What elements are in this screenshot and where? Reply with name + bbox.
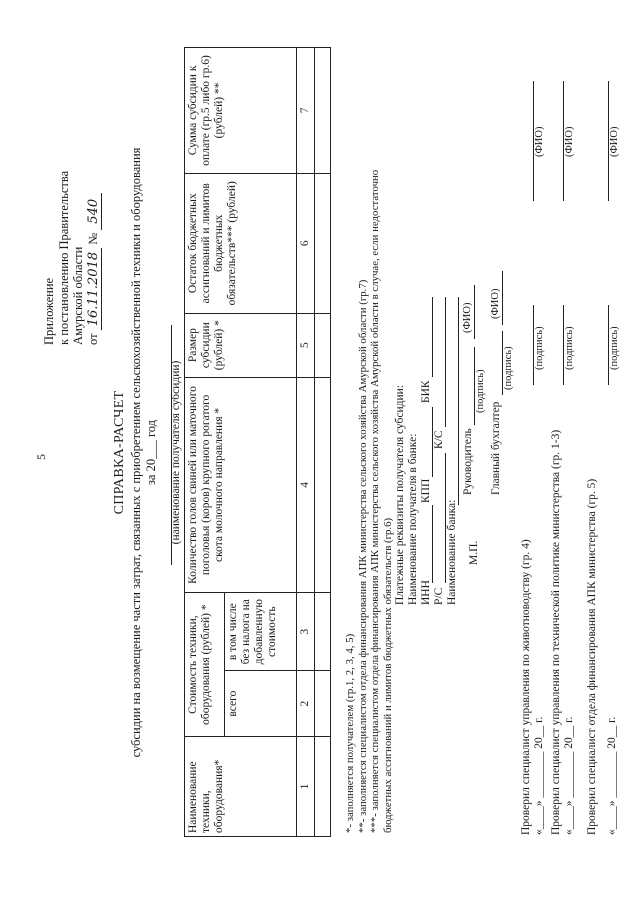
footnotes bbox=[344, 170, 394, 833]
head-fio-line bbox=[474, 285, 475, 339]
head-signature-caption: (подпись) bbox=[475, 369, 486, 413]
empty-cell bbox=[315, 377, 331, 593]
column-number: 4 bbox=[297, 377, 315, 593]
header-cost-without-vat: в том числе без налога на добавленную стоимость bbox=[225, 593, 297, 671]
recipient-caption: (наименование получателя субсидии) bbox=[170, 360, 182, 545]
header-equipment-name: Наименование техники, оборудования* bbox=[185, 737, 297, 837]
inn-label: ИНН bbox=[420, 580, 432, 605]
empty-cell bbox=[315, 48, 331, 174]
check-technical-date: «____» ________ 20__ г. bbox=[563, 716, 575, 835]
accountant-signature-caption: (подпись) bbox=[503, 346, 514, 390]
check-livestock-signature-caption: (подпись) bbox=[534, 326, 545, 370]
document-subtitle: субсидии на возмещение части затрат, связанных с приобретением сельскохозяйственной техники и оборудования bbox=[129, 147, 143, 758]
check-technical-text: Проверил специалист управления по технической политике министерства (гр. 1-3) bbox=[550, 429, 562, 835]
bank-name-label: Наименование банка: bbox=[446, 499, 458, 605]
column-number: 3 bbox=[297, 593, 315, 671]
accountant-fio-caption: (ФИО) bbox=[490, 288, 501, 319]
date-prefix: от bbox=[85, 333, 100, 345]
ks-line bbox=[445, 297, 446, 427]
appendix-line1: Приложение bbox=[42, 277, 56, 345]
kpp-label: КПП bbox=[420, 478, 432, 503]
bank-recipient-name-label: Наименование получателя в банке: bbox=[407, 433, 419, 605]
footnote: *- заполняется получателем (гр.1, 2, 3, 4, 5) bbox=[344, 633, 356, 833]
handwritten-date: 16.11.2018 bbox=[86, 248, 102, 330]
empty-cell bbox=[315, 671, 331, 737]
page-number: 5 bbox=[34, 454, 48, 460]
column-number: 2 bbox=[297, 671, 315, 737]
ks-label: К/С bbox=[433, 430, 445, 449]
handwritten-number: 540 bbox=[86, 193, 102, 230]
accountant-fio-line bbox=[502, 271, 503, 325]
chief-accountant-label: Главный бухгалтер bbox=[490, 401, 502, 495]
check-livestock-fio-caption: (ФИО) bbox=[534, 126, 545, 157]
header-subsidy-size: Размер субсидии (рублей) * bbox=[185, 313, 297, 377]
document-title: СПРАВКА-РАСЧЕТ bbox=[112, 390, 127, 515]
appendix-line2: к постановлению Правительства bbox=[56, 170, 71, 345]
head-label: Руководитель bbox=[462, 428, 474, 495]
header-remaining-budget: Остаток бюджетных ассигнований и лимитов бюджетных обязательств*** (рублей) bbox=[185, 173, 297, 313]
check-finance-date: «____» ________ 20__ г. bbox=[606, 716, 618, 835]
head-fio-caption: (ФИО) bbox=[462, 302, 473, 333]
number-prefix: № bbox=[85, 232, 100, 245]
footnote: бюджетных ассигнований и лимитов бюджетных обязательств (гр.6) bbox=[381, 517, 394, 833]
appendix-block bbox=[42, 171, 101, 345]
bik-label: БИК bbox=[420, 380, 432, 403]
year-line: за 20___ год bbox=[144, 419, 158, 486]
header-cost: Стоимость техники, оборудования (рублей) * bbox=[185, 593, 225, 737]
check-technical-signature-caption: (подпись) bbox=[564, 326, 575, 370]
check-livestock-date: «____» ________ 20__ г. bbox=[533, 716, 545, 835]
column-number: 1 bbox=[297, 737, 315, 837]
bik-line bbox=[432, 297, 433, 377]
check-finance-fio-caption: (ФИО) bbox=[609, 126, 620, 157]
check-technical-fio-caption: (ФИО) bbox=[564, 126, 575, 157]
check-livestock-text: Проверил специалист управления по животноводству (гр. 4) bbox=[520, 539, 532, 835]
column-number: 6 bbox=[297, 173, 315, 313]
footnote: **- заполняется специалистом отдела финансирования АПК министерства сельского хозяйства Амурской области (гр.7) bbox=[356, 279, 369, 833]
check-finance-text: Проверил специалист отдела финансирования АПК министерства (гр. 5) bbox=[586, 478, 598, 835]
bank-details-header: Платежные реквизиты получателя субсидии: bbox=[394, 384, 406, 605]
subsidy-table bbox=[184, 47, 331, 837]
empty-cell bbox=[315, 313, 331, 377]
empty-cell bbox=[315, 593, 331, 671]
column-number: 5 bbox=[297, 313, 315, 377]
bank-name-line bbox=[458, 297, 459, 505]
column-number: 7 bbox=[297, 48, 315, 174]
rs-label: Р/С bbox=[433, 587, 445, 605]
header-livestock-count: Количество голов свиней или маточного поголовья (коров) крупного рогатого скота молочного направления * bbox=[185, 377, 297, 593]
appendix-date-line bbox=[86, 171, 102, 345]
header-payment-amount: Сумма субсидии к оплате (гр.5 либо гр.6) (рублей) ** bbox=[185, 48, 297, 174]
empty-cell bbox=[315, 173, 331, 313]
footnote: ***- заполняется специалистом отдела финансирования АПК министерства сельского хозяйства Амурской области в случае, если недостаточно bbox=[369, 169, 382, 833]
empty-cell bbox=[315, 737, 331, 837]
check-finance-signature-caption: (подпись) bbox=[609, 326, 620, 370]
header-cost-total: всего bbox=[225, 671, 297, 737]
inn-line bbox=[432, 505, 433, 583]
appendix-line3: Амурской области bbox=[71, 246, 85, 345]
stamp-label: М.П. bbox=[468, 540, 480, 565]
